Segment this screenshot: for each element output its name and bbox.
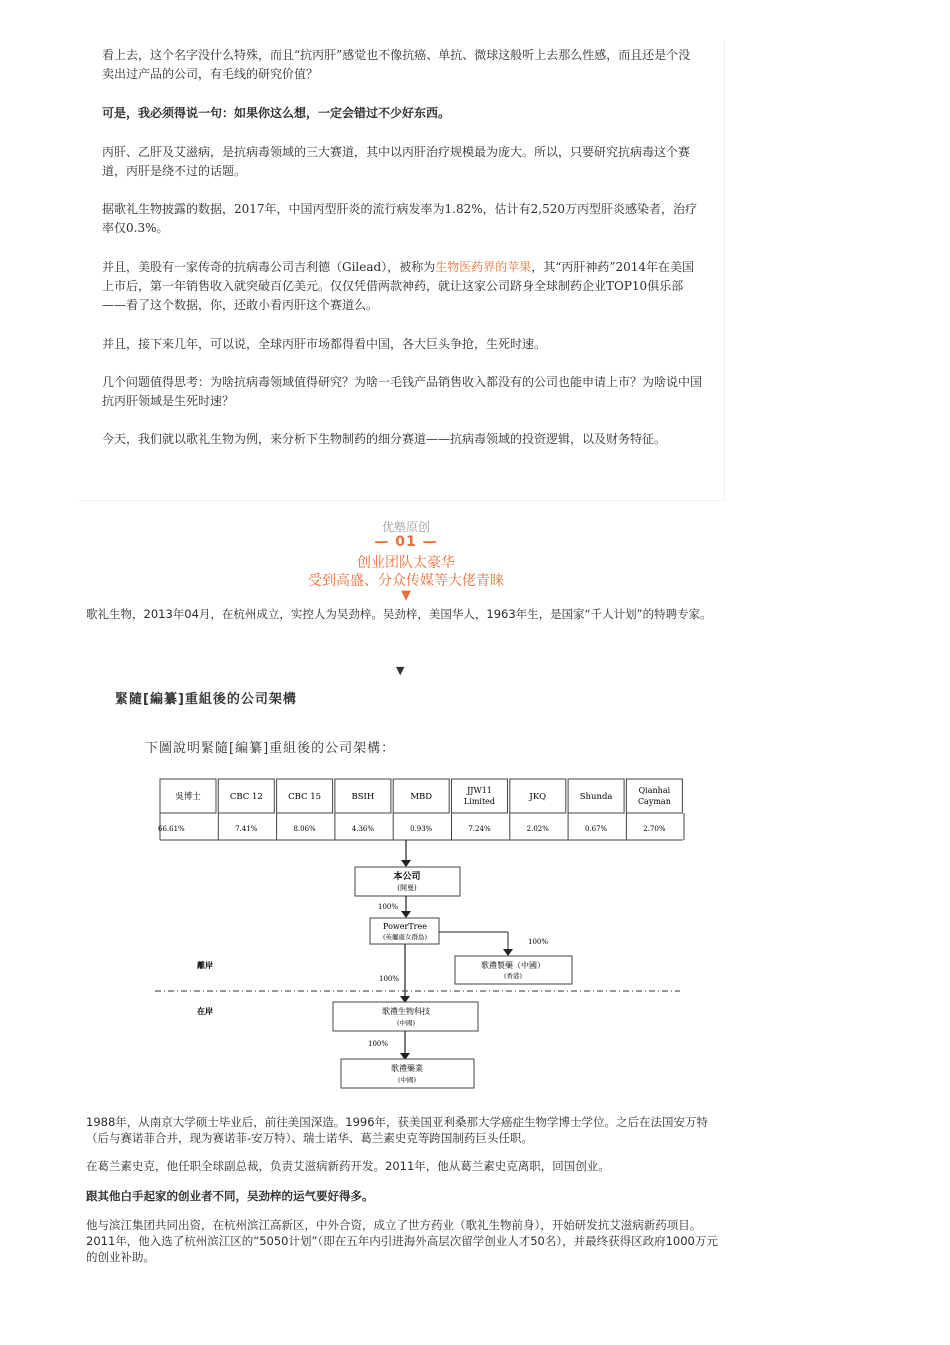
section-title-line-2: 受到高盛、分众传媒等大佬青睐 [308,573,504,589]
shareholder-pct: 7.41% [235,825,258,833]
body-paragraph-2: 1988年，从南京大学硕士毕业后，前往美国深造。1996年，获美国亚利桑那大学癌症生物学博士学位。之后在法国安万特（后与赛诺菲合并，现为赛诺菲-安万特）、瑞士诺华、葛兰素史克等跨国制药巨头任职。 [86,1115,709,1145]
body-paragraph-1: 歌礼生物，2013年04月，在杭州成立，实控人为吴劲梓。吴劲梓，美国华人，1963年生，是国家“千人计划”的特聘专家。 [86,607,712,621]
shareholder-name: Shunda [579,792,613,802]
shareholder-pct: 4.36% [351,825,375,833]
figure-subheading: 下圖說明緊隨[編纂]重組後的公司架構： [145,741,396,756]
section-label: 优塾原创 [381,520,430,534]
intro-paragraph-4: 据歌礼生物披露的数据，2017年，中国丙型肝炎的流行病发率为1.82%，估计有2,520万丙型肝炎感染者，治疗率仅0.3%。 [102,202,698,235]
shareholder-pct: 0.93% [410,825,433,833]
pharma-sub: (中國) [397,1076,417,1084]
tech-sub: (中國) [396,1019,416,1027]
p5-text-b: ，其“丙肝神药”2014年在美国上市后，第一年销售收入就突破百亿美元。仅仅凭借两款神药，就让这家公司跻身全球制药企业TOP10俱乐部——看了这个数据，你，还敢小看丙肝这个赛道么。 [102,260,695,312]
onshore-label: 在岸 [197,1006,213,1016]
pct-company-powertree: 100% [378,903,399,911]
shareholder-name: JJW11 [467,786,492,795]
intro-paragraph-6: 并且，接下来几年，可以说，全球丙肝市场都得看中国，各大巨头争抢，生死时速。 [102,337,547,351]
tech-name: 歌禮生物科技 [382,1007,430,1016]
triangle-down-icon: ▼ [396,664,405,677]
section-arrow-icon: ▼ [401,588,411,603]
powertree-sub: (英屬處女群島) [382,933,428,941]
shareholder-pct: 66.61% [158,825,185,833]
shareholder-pct: 8.06% [293,825,316,833]
shareholder-name: CBC 15 [288,792,322,802]
hk-name: 歌禮製藥（中國） [481,961,545,970]
shareholder-name: JKQ [529,792,547,802]
figure-heading: 緊隨[編纂]重組後的公司架構 [115,692,297,707]
shareholder-name: Qianhai [638,786,671,795]
shareholder-pct: 2.02% [526,825,549,833]
shareholder-row [158,779,682,840]
shareholder-pct: 2.70% [643,825,666,833]
arrow-to-company [401,860,411,867]
shareholder-name-line-2: Cayman [637,797,671,806]
section-title-line-1: 创业团队太豪华 [357,555,455,571]
shareholder-name: BSIH [351,792,375,802]
pct-tech-pharma: 100% [368,1040,389,1048]
powertree-name: PowerTree [383,922,427,931]
section-number: — 01 — [374,534,438,550]
shareholder-box [452,779,508,813]
company-sub: (開曼) [397,884,417,892]
apple-of-biopharma-link[interactable]: 生物医药界的苹果 [435,260,532,274]
intro-paragraph-8: 今天，我们就以歌礼生物为例，来分析下生物制药的细分赛道——抗病毒领域的投资逻辑，以及财务特征。 [102,432,667,446]
intro-paragraph-7: 几个问题值得思考：为啥抗病毒领域值得研究？为啥一毛钱产品销售收入都没有的公司也能申请上市？为啥说中国抗丙肝领域是生死时速？ [102,375,703,408]
intro-paragraph-1: 看上去，这个名字没什么特殊，而且“抗丙肝”感觉也不像抗癌、单抗、微球这般听上去那么性感，而且还是个没卖出过产品的公司，有毛线的研究价值？ [102,48,691,81]
shareholder-name: 吳博士 [175,792,201,802]
body-paragraph-4: 跟其他白手起家的创业者不同，吴劲梓的运气要好得多。 [86,1189,374,1203]
intro-paragraph-2: 可是，我必须得说一句：如果你这么想，一定会错过不少好东西。 [102,106,451,120]
offshore-label: 離岸 [197,960,213,970]
intro-paragraph-3: 丙肝、乙肝及艾滋病，是抗病毒领域的三大赛道，其中以丙肝治疗规模最为庞大。所以，只要研究抗病毒这个赛道，丙肝是绕不过的话题。 [102,145,691,178]
shareholder-name-line-2: Limited [463,797,496,806]
shareholder-box [626,779,682,813]
p5-text-a: 并且，美股有一家传奇的抗病毒公司吉利德（Gilead），被称为 [102,260,436,274]
pct-powertree-hk: 100% [528,938,549,946]
pct-powertree-tech: 100% [379,975,400,983]
body-paragraph-5: 他与滨江集团共同出资，在杭州滨江高新区，中外合资，成立了世方药业（歌礼生物前身），开始研发抗艾滋病新药项目。2011年，他入选了杭州滨江区的“5050计划”（即在五年内引进海外高层次留学创业人才50名），并最终获得区政府1000万元的创业补助。 [86,1218,718,1264]
pharma-name: 歌禮藥業 [391,1064,423,1073]
shareholder-pct: 0.67% [584,825,608,833]
shareholder-name: MBD [410,792,433,802]
hk-sub: (香港) [503,972,523,980]
shareholder-pct: 7.24% [468,825,491,833]
shareholder-name: CBC 12 [229,792,263,802]
company-name: 本公司 [393,872,421,882]
body-paragraph-3: 在葛兰素史克，他任职全球副总裁，负责艾滋病新药开发。2011年，他从葛兰素史克离职，回国创业。 [86,1159,610,1173]
